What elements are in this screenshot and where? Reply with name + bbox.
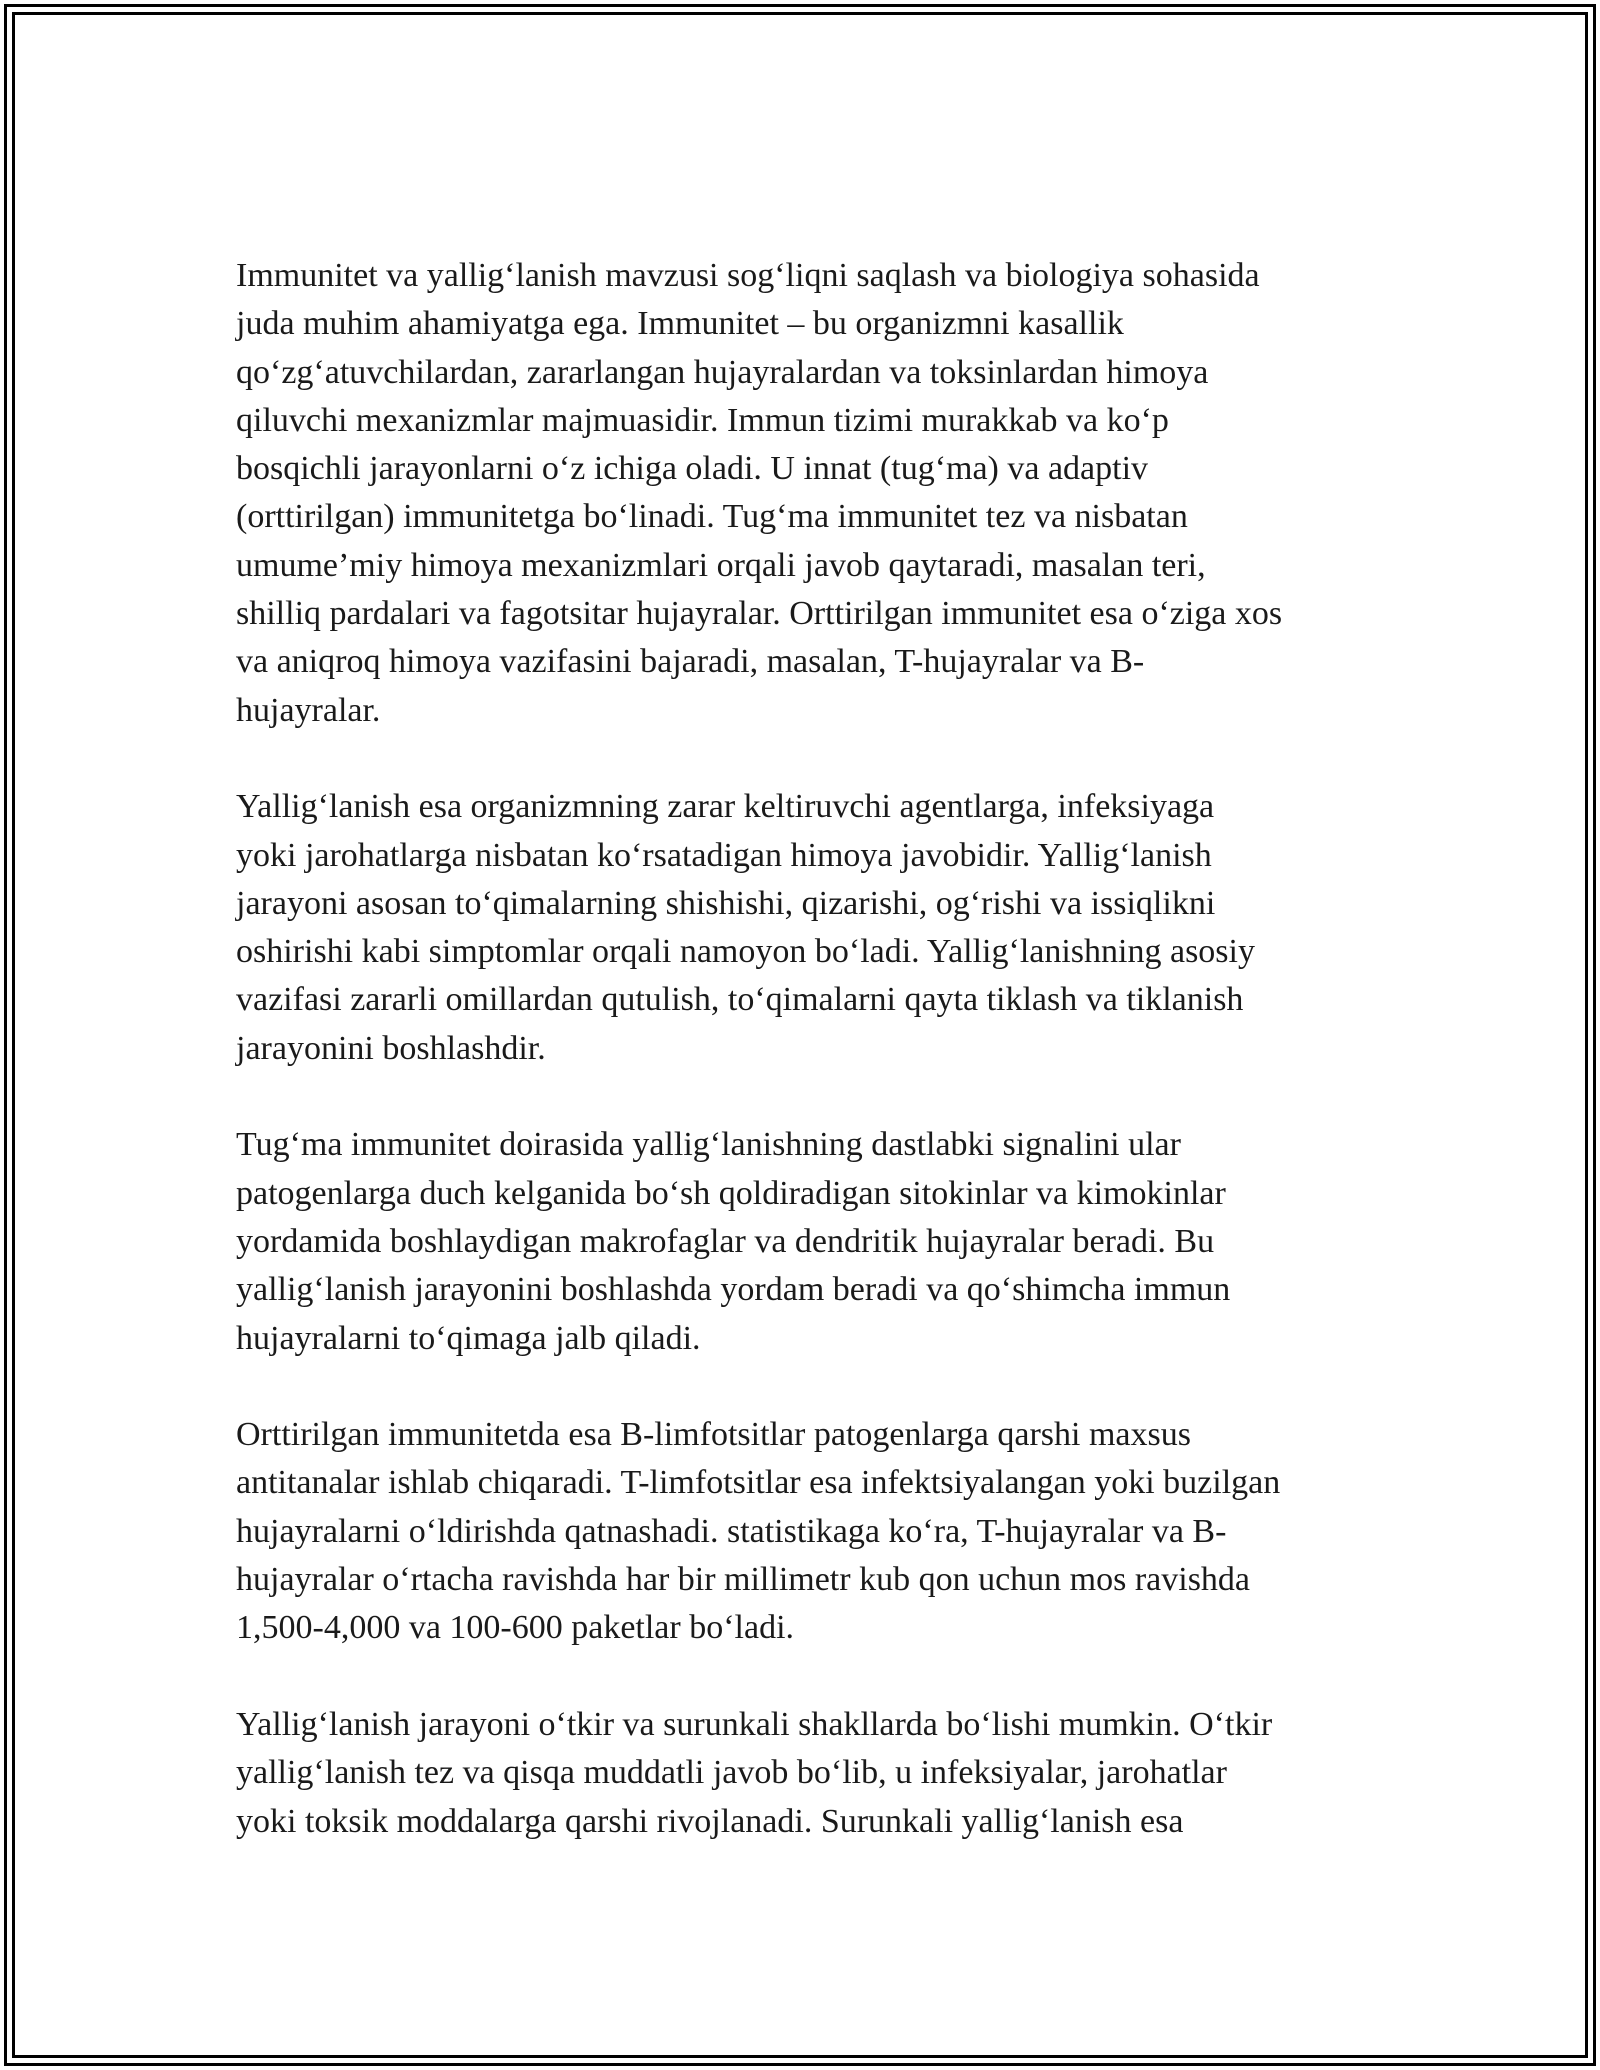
text-line: jarayonini boshlashdir. [236,1029,546,1067]
text-line: bosqichli jarayonlarni o‘z ichiga oladi. U innat (tug‘ma) va adaptiv [236,450,1149,488]
text-line: yoki toksik moddalarga qarshi rivojlanadi. Surunkali yallig‘lanish esa [236,1802,1184,1840]
text-line: vazifasi zararli omillardan qutulish, to‘qimalarni qayta tiklash va tiklanish [236,981,1244,1019]
paragraph-immunity-intro [236,252,1376,735]
text-line: Yallig‘lanish jarayoni o‘tkir va surunkali shakllarda bo‘lishi mumkin. O‘tkir [236,1705,1273,1743]
text-line: qiluvchi mexanizmlar majmuasidir. Immun tizimi murakkab va ko‘p [236,401,1169,439]
paragraph-adaptive-immunity [236,1411,1376,1652]
text-line: umume’miy himoya mexanizmlari orqali javob qaytaradi, masalan teri, [236,546,1206,584]
paragraph-innate-immunity [236,1121,1376,1362]
text-line: hujayralarni to‘qimaga jalb qiladi. [236,1319,701,1357]
text-line: juda muhim ahamiyatga ega. Immunitet – bu organizmni kasallik [236,305,1124,343]
text-line: 1,500-4,000 va 100-600 paketlar bo‘ladi. [236,1609,795,1647]
text-line: (orttirilgan) immunitetga bo‘linadi. Tug‘ma immunitet tez va nisbatan [236,498,1188,536]
text-line: Orttirilgan immunitetda esa B-limfotsitlar patogenlarga qarshi maxsus [236,1416,1191,1454]
text-line: oshirishi kabi simptomlar orqali namoyon bo‘ladi. Yallig‘lanishning asosiy [236,933,1255,971]
text-line: yallig‘lanish tez va qisqa muddatli javob bo‘lib, u infeksiyalar, jarohatlar [236,1754,1227,1792]
text-line: shilliq pardalari va fagotsitar hujayralar. Orttirilgan immunitet esa o‘ziga xos [236,595,1283,633]
text-line: hujayralar. [236,691,381,729]
document-body [236,252,1376,1894]
text-line: jarayoni asosan to‘qimalarning shishishi, qizarishi, og‘rishi va issiqlikni [236,884,1216,922]
text-line: hujayralarni o‘ldirishda qatnashadi. statistikaga ko‘ra, T-hujayralar va B- [236,1512,1227,1550]
paragraph-acute-chronic [236,1701,1376,1846]
text-line: yordamida boshlaydigan makrofaglar va dendritik hujayralar beradi. Bu [236,1222,1215,1260]
text-line: antitanalar ishlab chiqaradi. T-limfotsitlar esa infektsiyalangan yoki buzilgan [236,1464,1281,1502]
text-line: Immunitet va yallig‘lanish mavzusi sog‘liqni saqlash va biologiya sohasida [236,257,1260,294]
text-line: yallig‘lanish jarayonini boshlashda yordam beradi va qo‘shimcha immun [236,1271,1231,1309]
text-line: va aniqroq himoya vazifasini bajaradi, masalan, T-hujayralar va B- [236,643,1145,681]
text-line: patogenlarga duch kelganida bo‘sh qoldiradigan sitokinlar va kimokinlar [236,1174,1226,1212]
text-line: Yallig‘lanish esa organizmning zarar keltiruvchi agentlarga, infeksiyaga [236,788,1215,826]
paragraph-inflammation-definition [236,783,1376,1073]
text-line: hujayralar o‘rtacha ravishda har bir millimetr kub qon uchun mos ravishda [236,1561,1251,1599]
text-line: yoki jarohatlarga nisbatan ko‘rsatadigan himoya javobidir. Yallig‘lanish [236,836,1212,874]
text-line: Tug‘ma immunitet doirasida yallig‘lanishning dastlabki signalini ular [236,1126,1181,1164]
text-line: qo‘zg‘atuvchilardan, zararlangan hujayralardan va toksinlardan himoya [236,353,1209,391]
